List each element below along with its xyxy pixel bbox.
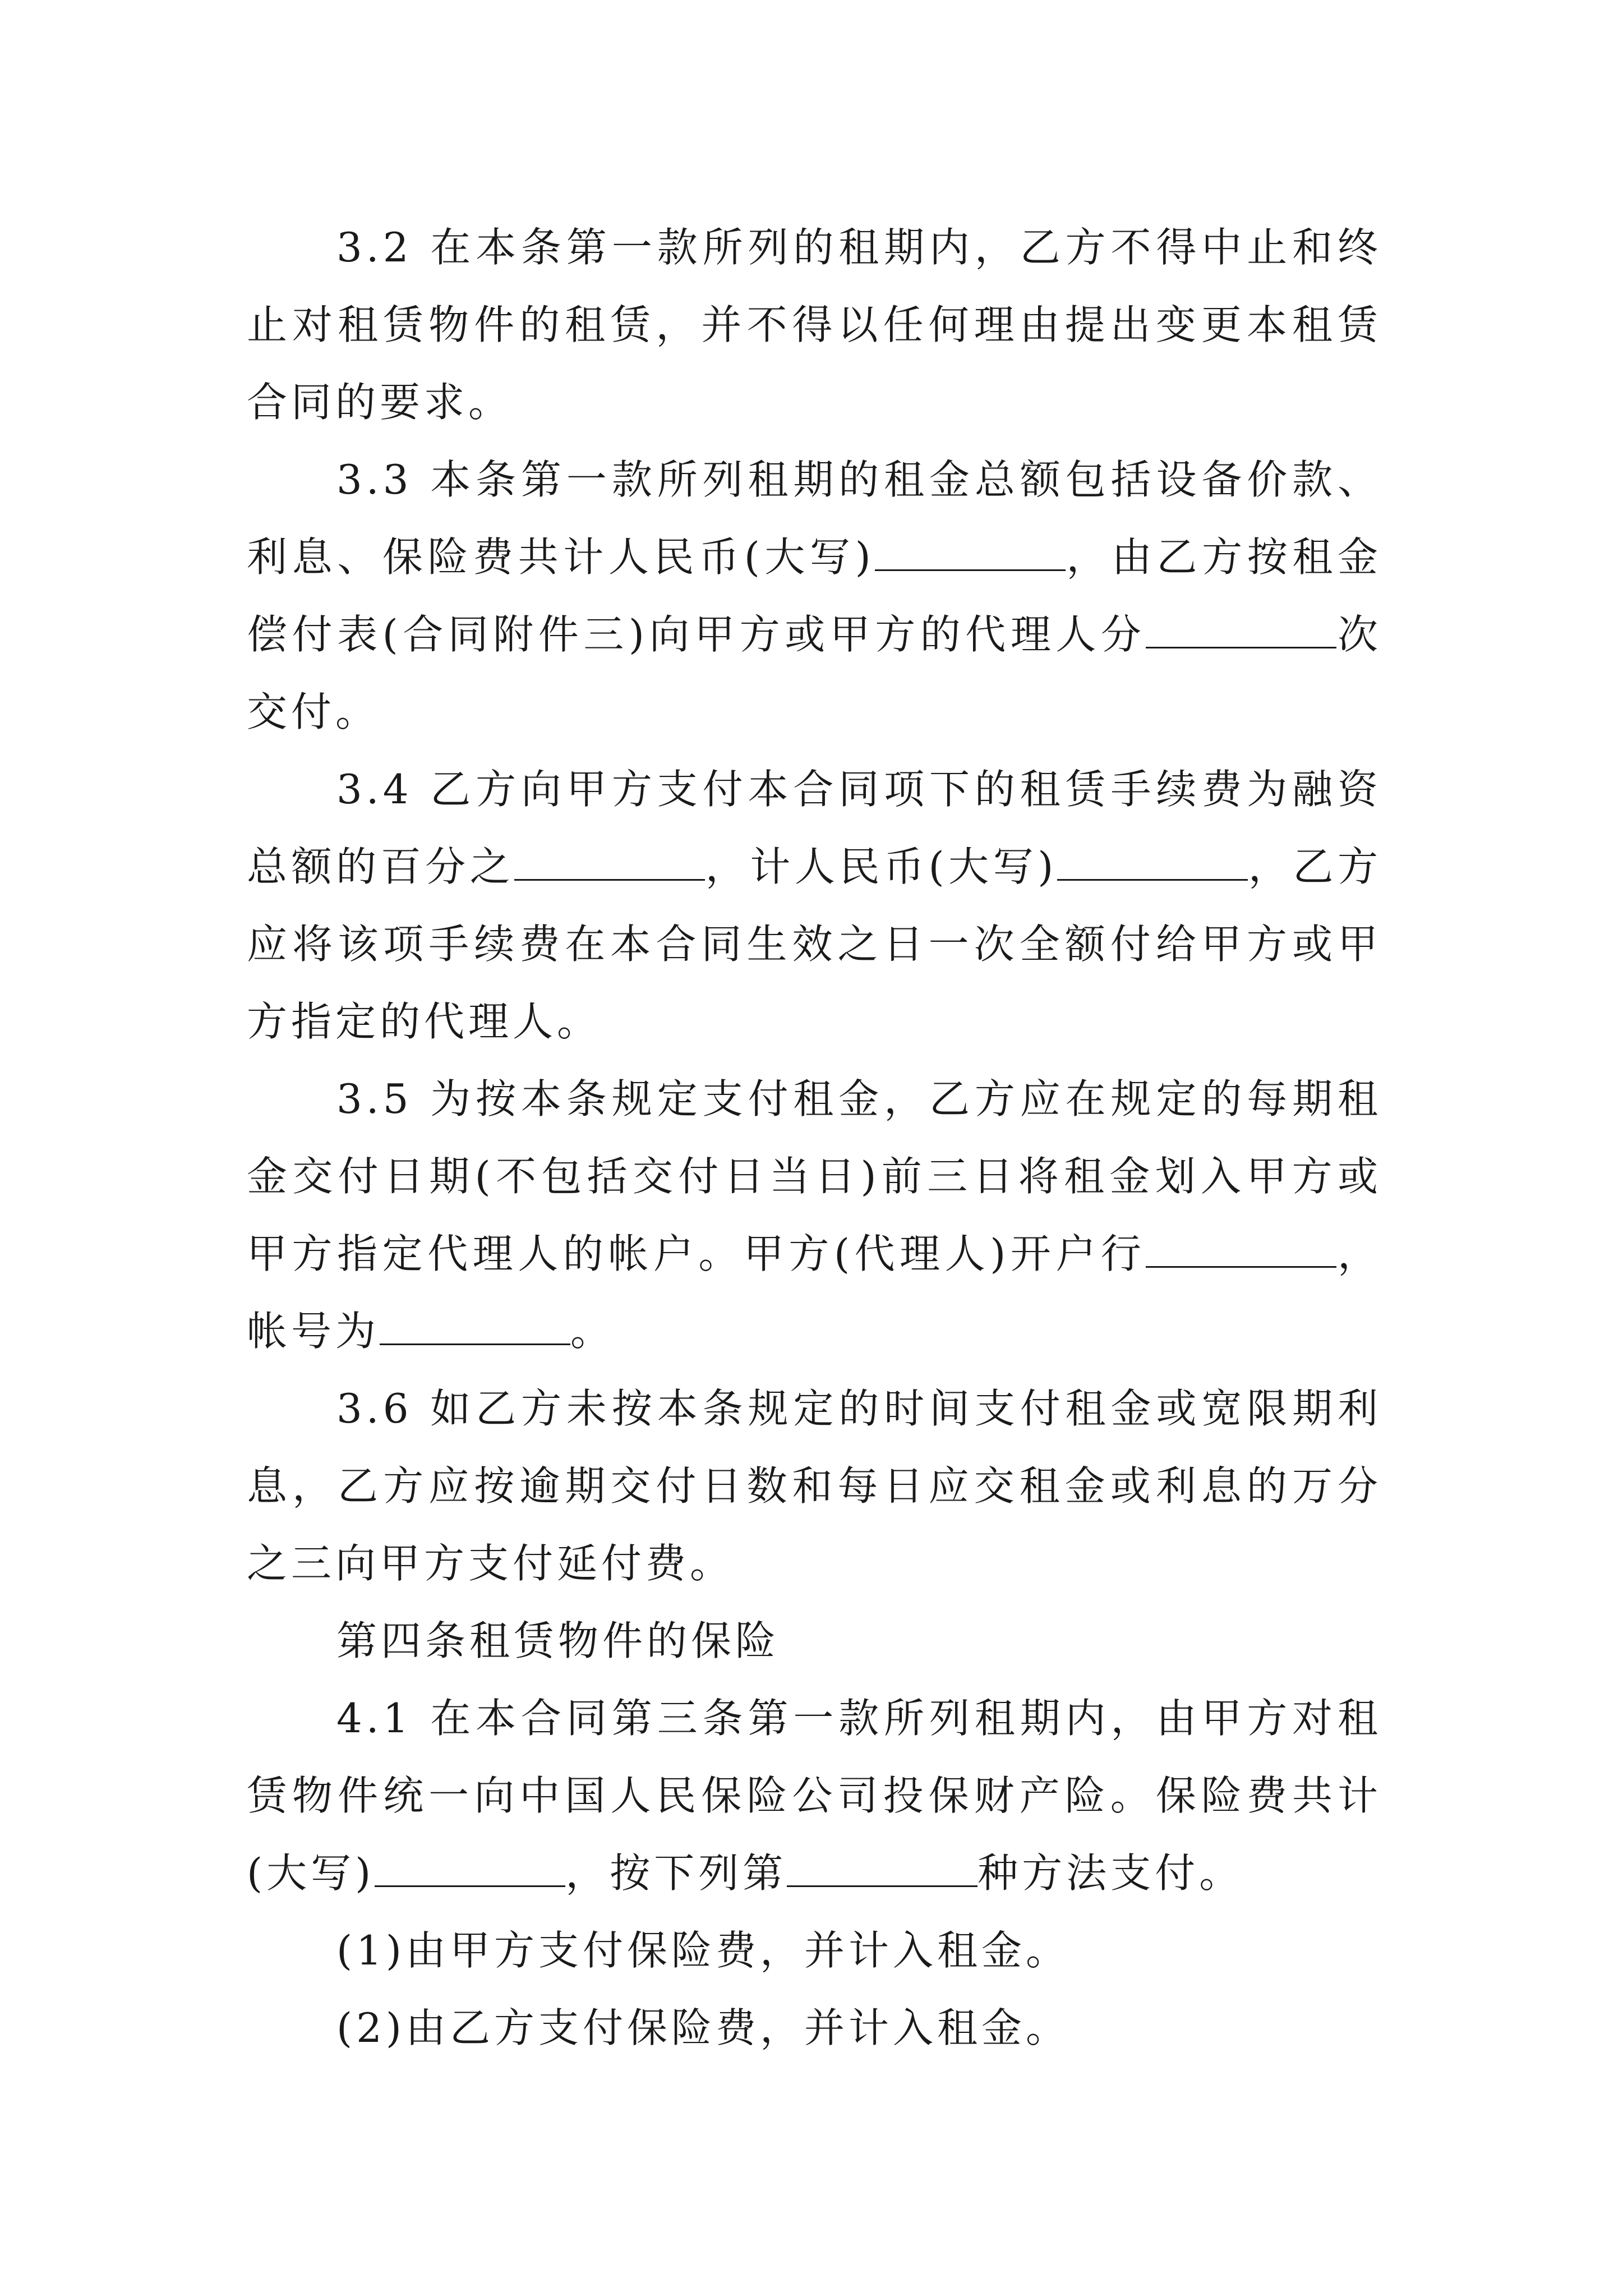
paragraph-text: 。 bbox=[570, 1308, 615, 1355]
fill-in-blank-account-number[interactable] bbox=[380, 1307, 570, 1345]
paragraph-text: ，计人民币(大写) bbox=[705, 843, 1058, 890]
document-body bbox=[247, 209, 1382, 2067]
paragraph-text: 次交付。 bbox=[247, 611, 1382, 735]
fill-in-blank-insurance-amount[interactable] bbox=[375, 1849, 565, 1887]
paragraph-text: (1)由甲方支付保险费，并计入租金。 bbox=[336, 1927, 1070, 1974]
article-4-heading bbox=[247, 1602, 1382, 1680]
paragraph-text: ，帐号为 bbox=[247, 1230, 1382, 1355]
paragraph-text: 3.4 乙方向甲方支付本合同项下的租赁手续费为融资总额的百分之 bbox=[247, 766, 1382, 890]
paragraph-text: 3.6 如乙方未按本条规定的时间支付租金或宽限期利息，乙方应按逾期交付日数和每日应交租金或利息的万分之三向甲方支付延付费。 bbox=[247, 1385, 1382, 1587]
fill-in-blank-bank[interactable] bbox=[1146, 1230, 1336, 1268]
fill-in-blank-installments[interactable] bbox=[1146, 610, 1336, 648]
fill-in-blank-payment-method[interactable] bbox=[787, 1849, 978, 1887]
paragraph-3-5 bbox=[247, 1060, 1382, 1370]
paragraph-3-2 bbox=[247, 209, 1382, 441]
fill-in-blank-fee-amount[interactable] bbox=[1057, 843, 1248, 881]
paragraph-text: 3.3 本条第一款所列租期的租金总额包括设备价款、利息、保险费共计人民币(大写) bbox=[247, 456, 1382, 581]
fill-in-blank-total-rent[interactable] bbox=[875, 533, 1066, 571]
paragraph-3-3 bbox=[247, 441, 1382, 751]
paragraph-4-1-option-1 bbox=[247, 1912, 1382, 1989]
paragraph-text: (2)由乙方支付保险费，并计入租金。 bbox=[336, 2004, 1070, 2051]
paragraph-text: 3.2 在本条第一款所列的租期内，乙方不得中止和终止对租赁物件的租赁，并不得以任何理由提出变更本租赁合同的要求。 bbox=[247, 224, 1382, 426]
paragraph-text: 种方法支付。 bbox=[978, 1849, 1244, 1897]
heading-text: 第四条租赁物件的保险 bbox=[336, 1617, 780, 1664]
paragraph-text: 4.1 在本合同第三条第一款所列租期内，由甲方对租赁物件统一向中国人民保险公司投保财产险。保险费共计(大写) bbox=[247, 1695, 1382, 1897]
fill-in-blank-fee-percent[interactable] bbox=[514, 843, 705, 881]
paragraph-text: ，按下列第 bbox=[565, 1849, 787, 1897]
paragraph-text: ，乙方应将该项手续费在本合同生效之日一次全额付给甲方或甲方指定的代理人。 bbox=[247, 843, 1382, 1045]
paragraph-4-1-option-2 bbox=[247, 1989, 1382, 2067]
paragraph-text: 3.5 为按本条规定支付租金，乙方应在规定的每期租金交付日期(不包括交付日当日)前三日将租金划入甲方或甲方指定代理人的帐户。甲方(代理人)开户行 bbox=[247, 1075, 1382, 1277]
paragraph-3-4 bbox=[247, 751, 1382, 1060]
paragraph-4-1 bbox=[247, 1680, 1382, 1912]
paragraph-text: ，由乙方按租金偿付表(合同附件三)向甲方或甲方的代理人分 bbox=[247, 533, 1382, 658]
paragraph-3-6 bbox=[247, 1370, 1382, 1602]
